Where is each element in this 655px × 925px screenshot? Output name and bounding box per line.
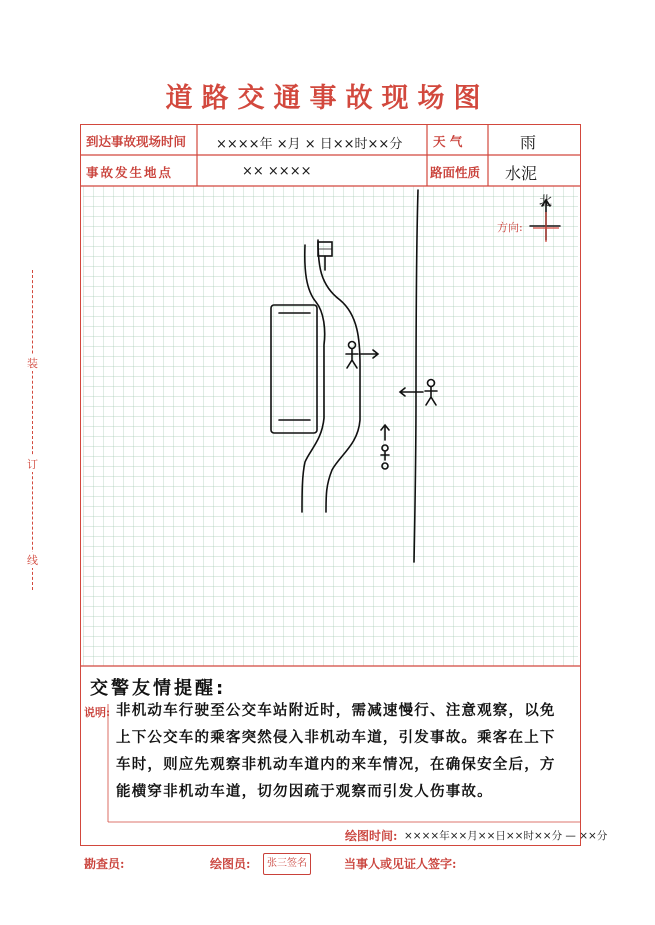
- draw-time-value: ××××年××月××日××时××分 — ××分: [404, 830, 608, 842]
- arrival-time-label: 到达事故现场时间: [86, 134, 187, 149]
- note-text: 非机动车行驶至公交车站附近时，需减速慢行、注意观察，以免上下公交车的乘客突然侵入非机动车道，引发事故。乘客在上下车时，则应先观察非机动车道内的来车情况，在确保安全后，方能横穿非机动车道，切勿因疏于观察而引发人伤事故。: [116, 703, 556, 800]
- surface-label: 路面性质: [430, 165, 481, 180]
- note-label: 说明:: [84, 706, 111, 719]
- drawer-label: 绘图员:: [210, 857, 251, 871]
- weather-label: 天 气: [433, 134, 463, 149]
- surface-value: 水泥: [505, 164, 538, 183]
- draw-time-label: 绘图时间:: [345, 829, 398, 843]
- location-value: ×× ××××: [242, 164, 312, 179]
- weather-value: 雨: [520, 133, 537, 152]
- page-title: 道路交通事故现场图: [165, 83, 490, 114]
- surveyor-label: 勘查员:: [84, 857, 125, 871]
- north-label: 北: [539, 194, 553, 209]
- party-signature-label: 当事人或见证人签字:: [344, 857, 457, 871]
- binding-char-3: 线: [27, 554, 38, 567]
- drawer-stamp: 张三签名: [263, 853, 311, 875]
- reminder-title: 交警友情提醒:: [90, 678, 227, 699]
- arrival-time-value: ××××年 ×月 × 日××时××分: [216, 137, 403, 152]
- binding-char-2: 订: [27, 458, 38, 471]
- binding-char-1: 装: [27, 357, 38, 370]
- direction-label: 方向:: [497, 221, 523, 234]
- binding-line: [32, 270, 34, 590]
- location-label: 事故发生地点: [86, 165, 174, 180]
